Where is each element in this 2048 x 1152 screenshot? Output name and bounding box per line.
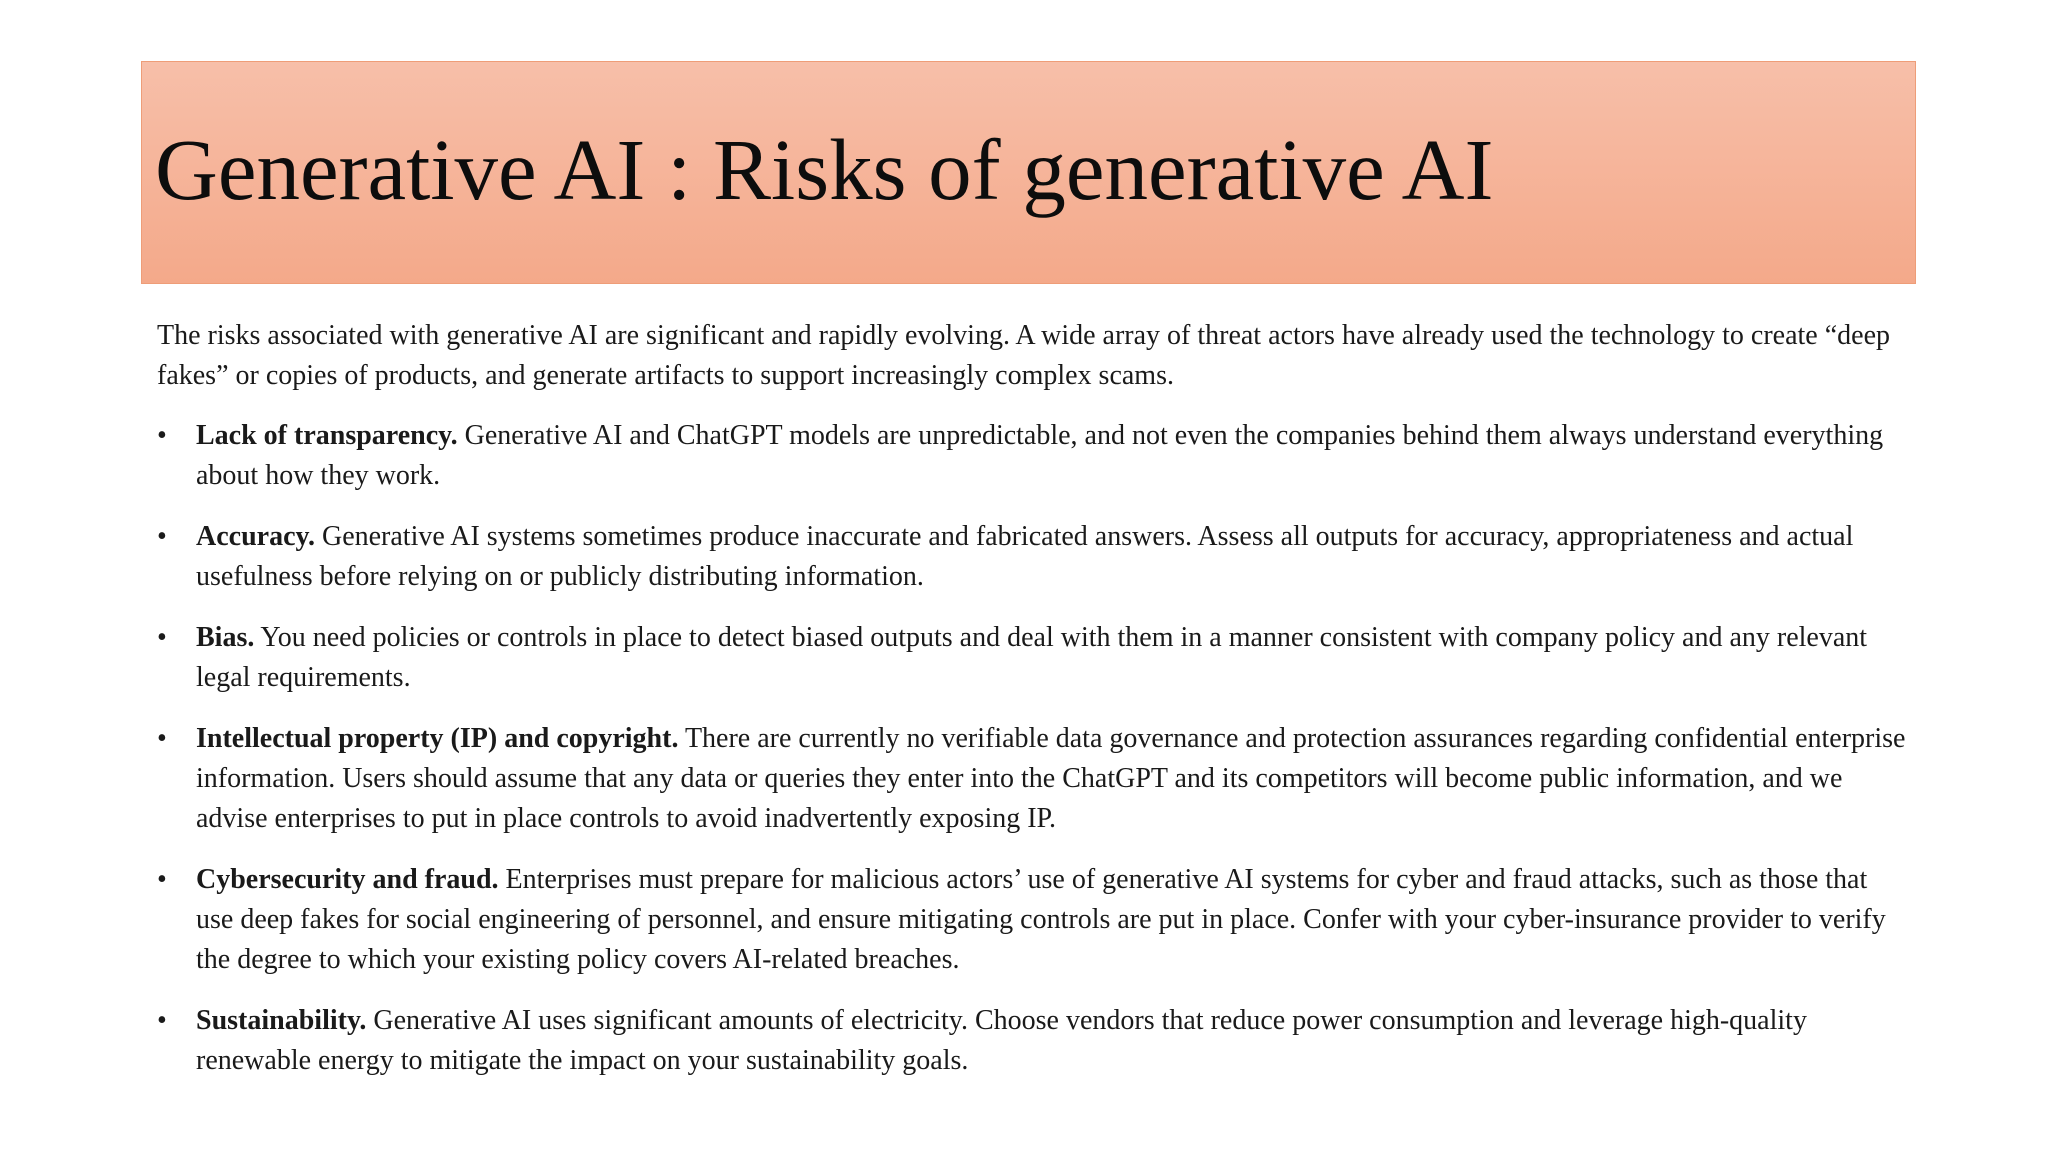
bullet-text: Generative AI systems sometimes produce inaccurate and fabricated answers. Assess all outputs for accuracy, appropriateness and actual usefulness before relying on or publicly distributing information. <box>196 521 1854 592</box>
bullet-term: Lack of transparency. <box>196 420 458 451</box>
slide-title: Generative AI : Risks of generative AI <box>155 121 1494 218</box>
list-item <box>157 1001 1907 1081</box>
bullet-term: Accuracy. <box>196 521 315 552</box>
bullet-icon: • <box>157 521 167 552</box>
list-item <box>157 618 1907 698</box>
bullet-icon: • <box>157 622 167 653</box>
bullet-icon: • <box>157 420 167 451</box>
bullet-term: Sustainability. <box>196 1005 367 1036</box>
risk-list <box>157 416 1907 1081</box>
bullet-term: Intellectual property (IP) and copyright. <box>196 723 679 754</box>
bullet-text: Enterprises must prepare for malicious actors’ use of generative AI systems for cyber and fraud attacks, such as those that use deep fakes for social engineering of personnel, and ensure mitigating controls are put in place. Confer with your cyber-insurance provider to verify the degree to which your existing policy covers AI-related breaches. <box>196 864 1886 975</box>
bullet-text: Generative AI uses significant amounts of electricity. Choose vendors that reduce power consumption and leverage high-quality renewable energy to mitigate the impact on your sustainability goals. <box>196 1005 1807 1076</box>
bullet-text: Generative AI and ChatGPT models are unpredictable, and not even the companies behind them always understand everything about how they work. <box>196 420 1884 491</box>
list-item <box>157 416 1907 496</box>
bullet-icon: • <box>157 1005 167 1036</box>
list-item <box>157 719 1907 839</box>
list-item <box>157 860 1907 980</box>
bullet-icon: • <box>157 864 167 895</box>
bullet-icon: • <box>157 723 167 754</box>
bullet-term: Bias. <box>196 622 255 653</box>
bullet-term: Cybersecurity and fraud. <box>196 864 499 895</box>
list-item <box>157 517 1907 597</box>
slide-body <box>157 316 1907 1102</box>
intro-paragraph: The risks associated with generative AI are significant and rapidly evolving. A wide array of threat actors have already used the technology to create “deep fakes” or copies of products, and generate artifacts to support increasingly complex scams. <box>157 320 1891 391</box>
title-banner <box>141 61 1916 284</box>
bullet-text: There are currently no verifiable data governance and protection assurances regarding confidential enterprise information. Users should assume that any data or queries they enter into the ChatGPT and its competitors will become public information, and we advise enterprises to put in place controls to avoid inadvertently exposing IP. <box>196 723 1906 834</box>
bullet-text: You need policies or controls in place to detect biased outputs and deal with them in a manner consistent with company policy and any relevant legal requirements. <box>196 622 1868 693</box>
